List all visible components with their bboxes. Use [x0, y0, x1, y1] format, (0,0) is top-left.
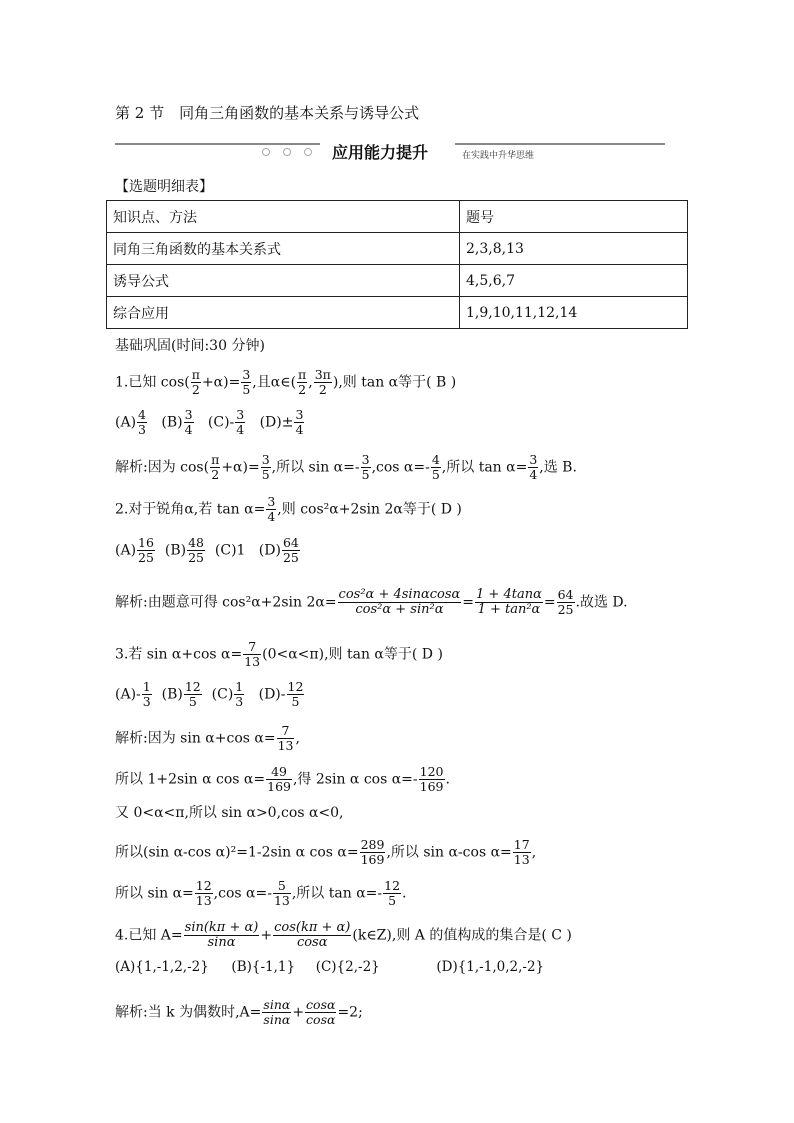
text: 解析:当 k 为偶数时,A=: [115, 1004, 262, 1021]
option: (D){1,-1,0,2,-2}: [436, 959, 545, 975]
frac-num: 3: [261, 452, 270, 467]
banner-dot: [283, 148, 291, 156]
frac-den: 4: [267, 509, 276, 524]
topic-table: [106, 200, 688, 329]
frac-num: cos(kπ + α): [274, 920, 351, 935]
table-header-row: [107, 201, 688, 233]
frac-num: 3: [529, 452, 538, 467]
text: .: [402, 885, 407, 902]
frac-den: 25: [138, 550, 154, 565]
frac-num: 64: [557, 587, 574, 602]
frac-den: sinα: [207, 935, 236, 950]
frac-den: 2: [211, 467, 220, 482]
frac-den: 5: [188, 694, 197, 709]
text: (k∈Z),则 A 的值构成的集合是( C ): [352, 927, 572, 944]
text: +: [260, 927, 273, 944]
option-label: (A): [115, 414, 137, 431]
frac-num: sin(kπ + α): [184, 920, 259, 935]
option-label: (B): [164, 542, 187, 559]
text: ),则 tan α等于( B ): [332, 374, 457, 391]
text: 解析:由题意可得 cos²α+2sin 2α=: [115, 594, 337, 611]
text: ,所以 tan α=-: [291, 885, 383, 902]
frac-num: π: [211, 452, 220, 467]
text: +: [292, 1004, 305, 1021]
frac-num: 12: [287, 679, 304, 694]
frac-den: 5: [242, 382, 251, 397]
q3-solution-2: [115, 765, 450, 794]
frac-den: 13: [273, 893, 290, 908]
frac-den: 4: [529, 467, 538, 482]
frac-num: 3: [295, 407, 304, 422]
frac-num: 3: [242, 367, 251, 382]
frac-den: 4: [236, 422, 245, 437]
text: ,则 cos²α+2sin 2α等于( D ): [277, 501, 462, 518]
frac-den: 3: [142, 694, 151, 709]
banner-dot: [262, 148, 270, 156]
option: (B){-1,1}: [231, 959, 296, 975]
text: ,且α∈(: [252, 374, 297, 391]
option-label: (B): [161, 686, 183, 703]
text: +α)=: [221, 459, 260, 476]
text: 2.对于锐角α,若 tan α=: [115, 501, 266, 518]
frac-num: 289: [360, 837, 385, 852]
q1-options: [115, 408, 305, 437]
text: +α)=: [201, 374, 241, 391]
table-cell: 4,5,6,7: [460, 265, 688, 297]
text: 1.已知 cos(: [115, 374, 190, 391]
text: 所以 1+2sin α cos α=: [115, 771, 266, 788]
frac-den: cosα: [296, 935, 328, 950]
text: 所以 sin α=: [115, 885, 194, 902]
frac-den: 13: [513, 852, 530, 867]
text: ,cos α=-: [213, 885, 272, 902]
section-basic: 基础巩固(时间:30 分钟): [115, 338, 265, 354]
frac-den: 13: [244, 654, 261, 669]
frac-num: 3π: [314, 367, 331, 382]
option-label: (C): [211, 686, 234, 703]
frac-num: 4: [431, 452, 440, 467]
banner-subtitle: 在实践中升华思维: [462, 151, 535, 161]
option: (C){2,-2}: [315, 959, 380, 975]
frac-num: 3: [267, 494, 276, 509]
frac-den: 2: [191, 382, 200, 397]
table-title: 【选题明细表】: [115, 179, 213, 195]
text: ,cos α=-: [371, 459, 430, 476]
q1-stem: [115, 368, 456, 397]
frac-den: cos²α + sin²α: [355, 602, 444, 617]
table-row: [107, 297, 688, 329]
q3-solution-3: 又 0<α<π,所以 sin α>0,cos α<0,: [115, 805, 344, 821]
frac-num: 3: [361, 452, 370, 467]
frac-den: 13: [277, 738, 294, 753]
frac-num: 12: [184, 679, 201, 694]
text: =: [543, 594, 556, 611]
frac-den: 2: [318, 382, 327, 397]
frac-num: π: [191, 367, 200, 382]
text: .故选 D.: [575, 594, 628, 611]
frac-num: 1: [142, 679, 151, 694]
table-header-cell: 题号: [460, 201, 688, 233]
table-cell: 1,9,10,11,12,14: [460, 297, 688, 329]
text: (0<α<π),则 tan α等于( D ): [262, 646, 443, 663]
frac-num: 12: [384, 878, 401, 893]
frac-num: 64: [282, 535, 299, 550]
option-label: (A)-: [115, 686, 141, 703]
q2-solution: [115, 588, 628, 617]
banner-title: 应用能力提升: [332, 143, 429, 162]
frac-den: 4: [295, 422, 304, 437]
frac-num: 1 + 4tanα: [476, 587, 542, 602]
frac-den: cosα: [306, 1012, 336, 1027]
frac-den: sinα: [263, 1012, 291, 1027]
frac-den: 169: [360, 852, 385, 867]
frac-num: 5: [273, 879, 291, 894]
table-header-cell: 知识点、方法: [107, 201, 460, 233]
q2-stem: [115, 495, 462, 524]
frac-num: sinα: [263, 997, 291, 1012]
frac-den: 5: [431, 467, 440, 482]
frac-num: 4: [138, 407, 146, 422]
frac-den: 169: [267, 779, 291, 794]
text: 4.已知 A=: [115, 927, 183, 944]
frac-den: 5: [291, 694, 300, 709]
q3-stem: [115, 640, 443, 669]
table-row: [107, 233, 688, 265]
text: 所以(sin α-cos α)²=1-2sin α cos α=: [115, 844, 359, 861]
frac-den: 25: [282, 550, 299, 565]
table-cell: 诱导公式: [107, 265, 460, 297]
table-cell: 综合应用: [107, 297, 460, 329]
q4-options: [115, 959, 544, 975]
frac-den: 3: [235, 694, 244, 709]
q3-solution-1: [115, 724, 300, 753]
frac-num: 7: [277, 724, 295, 739]
frac-den: 1 + tan²α: [477, 602, 541, 617]
table-cell: 同角三角函数的基本关系式: [107, 233, 460, 265]
option-label: (C)-: [207, 414, 235, 431]
text: ,所以 tan α=: [441, 459, 528, 476]
frac-num: 48: [188, 535, 204, 550]
text: =: [462, 594, 475, 611]
text: ,所以 sin α-cos α=: [386, 844, 512, 861]
q3-solution-4: [115, 838, 536, 867]
frac-num: 12: [195, 878, 212, 893]
q3-options: [115, 680, 305, 709]
q4-stem: [115, 921, 572, 950]
frac-den: 13: [195, 893, 212, 908]
section-title: 第 2 节 同角三角函数的基本关系与诱导公式: [115, 104, 420, 122]
text: ,得 2sin α cos α=-: [292, 771, 418, 788]
frac-den: 3: [138, 422, 146, 437]
text: .: [445, 771, 450, 788]
frac-num: 49: [266, 765, 292, 780]
frac-num: 120: [419, 764, 444, 779]
frac-num: 1: [235, 679, 244, 694]
text: 3.若 sin α+cos α=: [115, 646, 243, 663]
text: ,: [531, 844, 537, 861]
option-label: (D)-: [258, 686, 286, 703]
option-label: (A): [115, 542, 137, 559]
frac-den: 5: [388, 893, 397, 908]
q3-solution-5: [115, 879, 406, 908]
frac-den: 5: [361, 467, 370, 482]
banner-line-right: [455, 143, 665, 145]
banner-dot: [304, 148, 312, 156]
frac-den: 169: [419, 779, 444, 794]
frac-den: 5: [261, 467, 270, 482]
text: 解析:因为 cos(: [115, 459, 210, 476]
text: 解析:因为 sin α+cos α=: [115, 730, 276, 747]
option-label: (B): [161, 414, 183, 431]
option-label: (D): [258, 542, 281, 559]
option: (A){1,-1,2,-2}: [115, 959, 209, 975]
q2-options: [115, 536, 301, 565]
table-row: [107, 265, 688, 297]
frac-den: 4: [184, 422, 193, 437]
text: ,: [308, 374, 313, 391]
table-cell: 2,3,8,13: [460, 233, 688, 265]
frac-num: 3: [184, 407, 193, 422]
frac-num: cosα: [306, 997, 336, 1012]
text: ,: [295, 730, 300, 747]
q1-solution: [115, 453, 577, 482]
banner-line-left: [115, 143, 320, 145]
frac-num: 17: [513, 837, 530, 852]
text: =2;: [337, 1004, 363, 1021]
option-label: (C)1: [214, 542, 246, 559]
frac-num: cos²α + 4sinαcosα: [338, 587, 461, 602]
text: ,选 B.: [539, 459, 577, 476]
option-label: (D)±: [259, 414, 294, 431]
frac-den: 25: [188, 550, 204, 565]
frac-den: 2: [298, 382, 307, 397]
frac-num: 7: [243, 640, 261, 655]
frac-num: 3: [236, 407, 245, 422]
frac-num: 16: [138, 535, 154, 550]
text: ,所以 sin α=-: [271, 459, 360, 476]
frac-den: 25: [557, 602, 574, 617]
frac-num: π: [298, 367, 307, 382]
q4-solution: [115, 998, 363, 1027]
